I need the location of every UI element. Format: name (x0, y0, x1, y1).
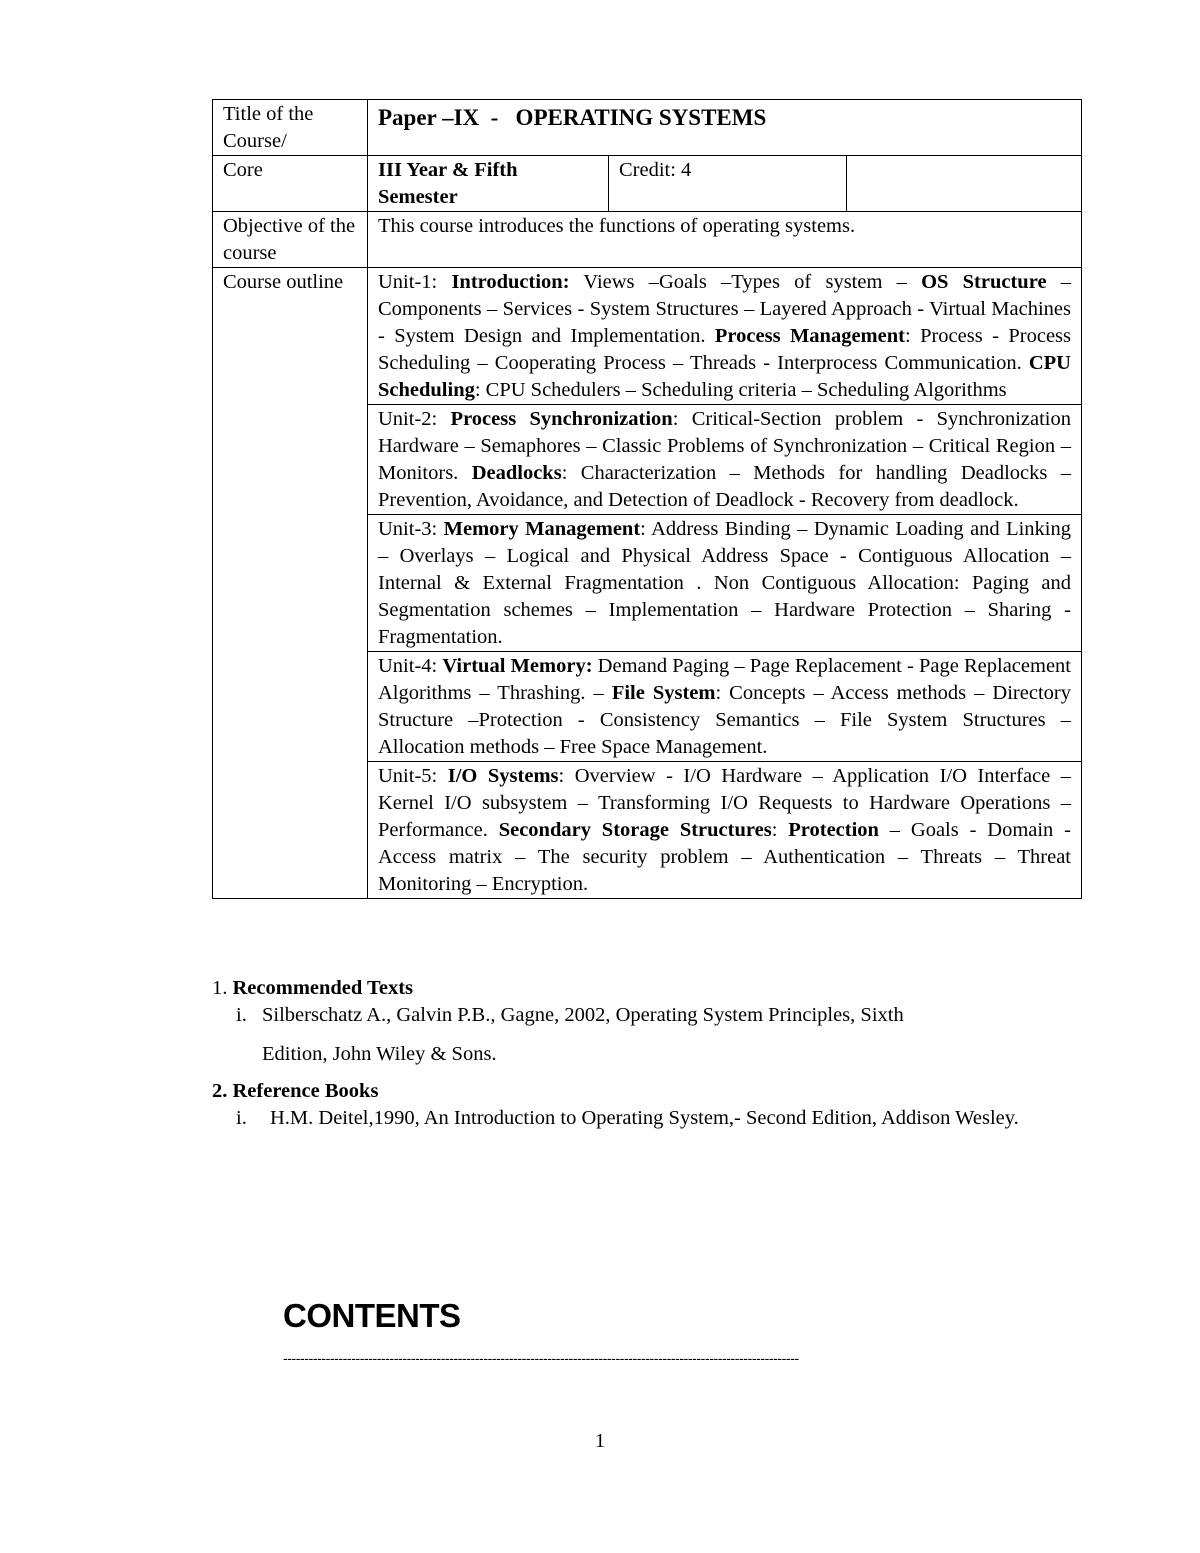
item-text: H.M. Deitel,1990, An Introduction to Operating System,- Second Edition, Addison Wesley. (270, 1107, 1019, 1129)
unit-text: : Overview - I/O Hardware – Application I/O Interface – Kernel I/O subsystem – Transforming I/O Requests to Hardware Operations – Performance. (378, 765, 1072, 841)
unit-2 (368, 405, 1082, 515)
outline-row (213, 268, 1082, 405)
objective-row (213, 212, 1082, 268)
unit-bold-term: Process Synchronization (450, 408, 673, 430)
unit-bold-term: Protection (788, 819, 879, 841)
unit-1 (368, 268, 1082, 405)
unit-text: : Characterization – Methods for handling Deadlocks – Prevention, Avoidance, and Detection of Deadlock - Recovery from deadlock. (378, 462, 1071, 511)
unit-bold-term: I/O Systems (447, 765, 559, 787)
unit-3 (368, 515, 1082, 652)
unit-text: : Critical-Section problem - Synchronization Hardware – Semaphores – Classic Problems of Synchronization – Critical Region – Monitors. (378, 408, 1071, 484)
item-number: i. (236, 1004, 247, 1026)
unit-text: Unit-3: (378, 518, 444, 540)
unit-bold-term: File System (611, 682, 716, 704)
references-section (212, 975, 1102, 1132)
item-number: i. (236, 1107, 247, 1129)
recommended-item-continued (212, 1041, 1102, 1068)
core-extra-cell (847, 156, 1082, 212)
unit-text: Unit-5: (378, 765, 448, 787)
recommended-heading-number: 1. (212, 977, 228, 999)
unit-bold-term: CPU Scheduling (378, 352, 1071, 401)
title-row (213, 100, 1082, 156)
unit-4 (368, 652, 1082, 762)
unit-text: : (771, 819, 789, 841)
unit-text: Unit-4: (378, 655, 443, 677)
unit-bold-term: OS Structure (921, 271, 1047, 293)
core-label: Core (213, 156, 368, 212)
credit: Credit: 4 (609, 156, 847, 212)
unit-text: – Components – Services - System Structures – Layered Approach - Virtual Machines - System Design and Implementation. (378, 271, 1072, 347)
syllabus-table (212, 99, 1082, 899)
unit-bold-term: Virtual Memory: (442, 655, 593, 677)
objective-label: Objective of the course (213, 212, 368, 268)
contents-title: CONTENTS (283, 1297, 461, 1334)
recommended-heading-text: Recommended Texts (232, 977, 414, 999)
reference-item (212, 1105, 1102, 1132)
item-line-2: Edition, John Wiley & Sons. (262, 1043, 497, 1065)
reference-heading: 2. Reference Books (212, 1080, 379, 1102)
unit-text: Unit-2: (378, 408, 451, 430)
course-title: Paper –IX - OPERATING SYSTEMS (368, 100, 1082, 156)
unit-bold-term: Deadlocks (471, 462, 562, 484)
unit-bold-term: Memory Management (443, 518, 641, 540)
item-text (262, 1002, 1102, 1029)
title-label: Title of the Course/ (213, 100, 368, 156)
unit-bold-term: Introduction: (451, 271, 570, 293)
unit-5 (368, 762, 1082, 899)
recommended-item (212, 1002, 1102, 1029)
unit-text: : Concepts – Access methods – Directory Structure –Protection - Consistency Semantics – File System Structures – Allocation methods – Free Space Management. (378, 682, 1071, 758)
unit-bold-term: Secondary Storage Structures (498, 819, 772, 841)
unit-text: Views –Goals –Types of system – (569, 271, 922, 293)
unit-text: Unit-1: (378, 271, 452, 293)
unit-bold-term: Process Management (714, 325, 905, 347)
unit-text: Demand Paging – Page Replacement - Page Replacement Algorithms – Thrashing. – (378, 655, 1071, 704)
objective-text: This course introduces the functions of operating systems. (368, 212, 1082, 268)
unit-text: : Address Binding – Dynamic Loading and Linking – Overlays – Logical and Physical Address Space - Contiguous Allocation – Internal & External Fragmentation . Non Contiguous Allocation: Paging and Segmentation schemes – Implementation – Hardware Protection – Sharing - Fragmentation. (378, 518, 1071, 648)
unit-text: – Goals - Domain - Access matrix – The security problem – Authentication – Threats – Threat Monitoring – Encryption. (378, 819, 1071, 895)
year-semester: III Year & Fifth Semester (368, 156, 609, 212)
dashed-divider: ------------------------------------------------------------------------------------------------------------------------- (283, 1350, 799, 1366)
unit-text: : CPU Schedulers – Scheduling criteria – Scheduling Algorithms (474, 379, 1007, 401)
core-row (213, 156, 1082, 212)
outline-label: Course outline (213, 268, 368, 899)
unit-text: : Process - Process Scheduling – Cooperating Process – Threads - Interprocess Communication. (378, 325, 1072, 374)
recommended-heading (212, 975, 1102, 1002)
item-line-1: Silberschatz A., Galvin P.B., Gagne, 2002, Operating System Principles, Sixth (262, 1004, 904, 1026)
page-number: 1 (594, 1430, 606, 1452)
